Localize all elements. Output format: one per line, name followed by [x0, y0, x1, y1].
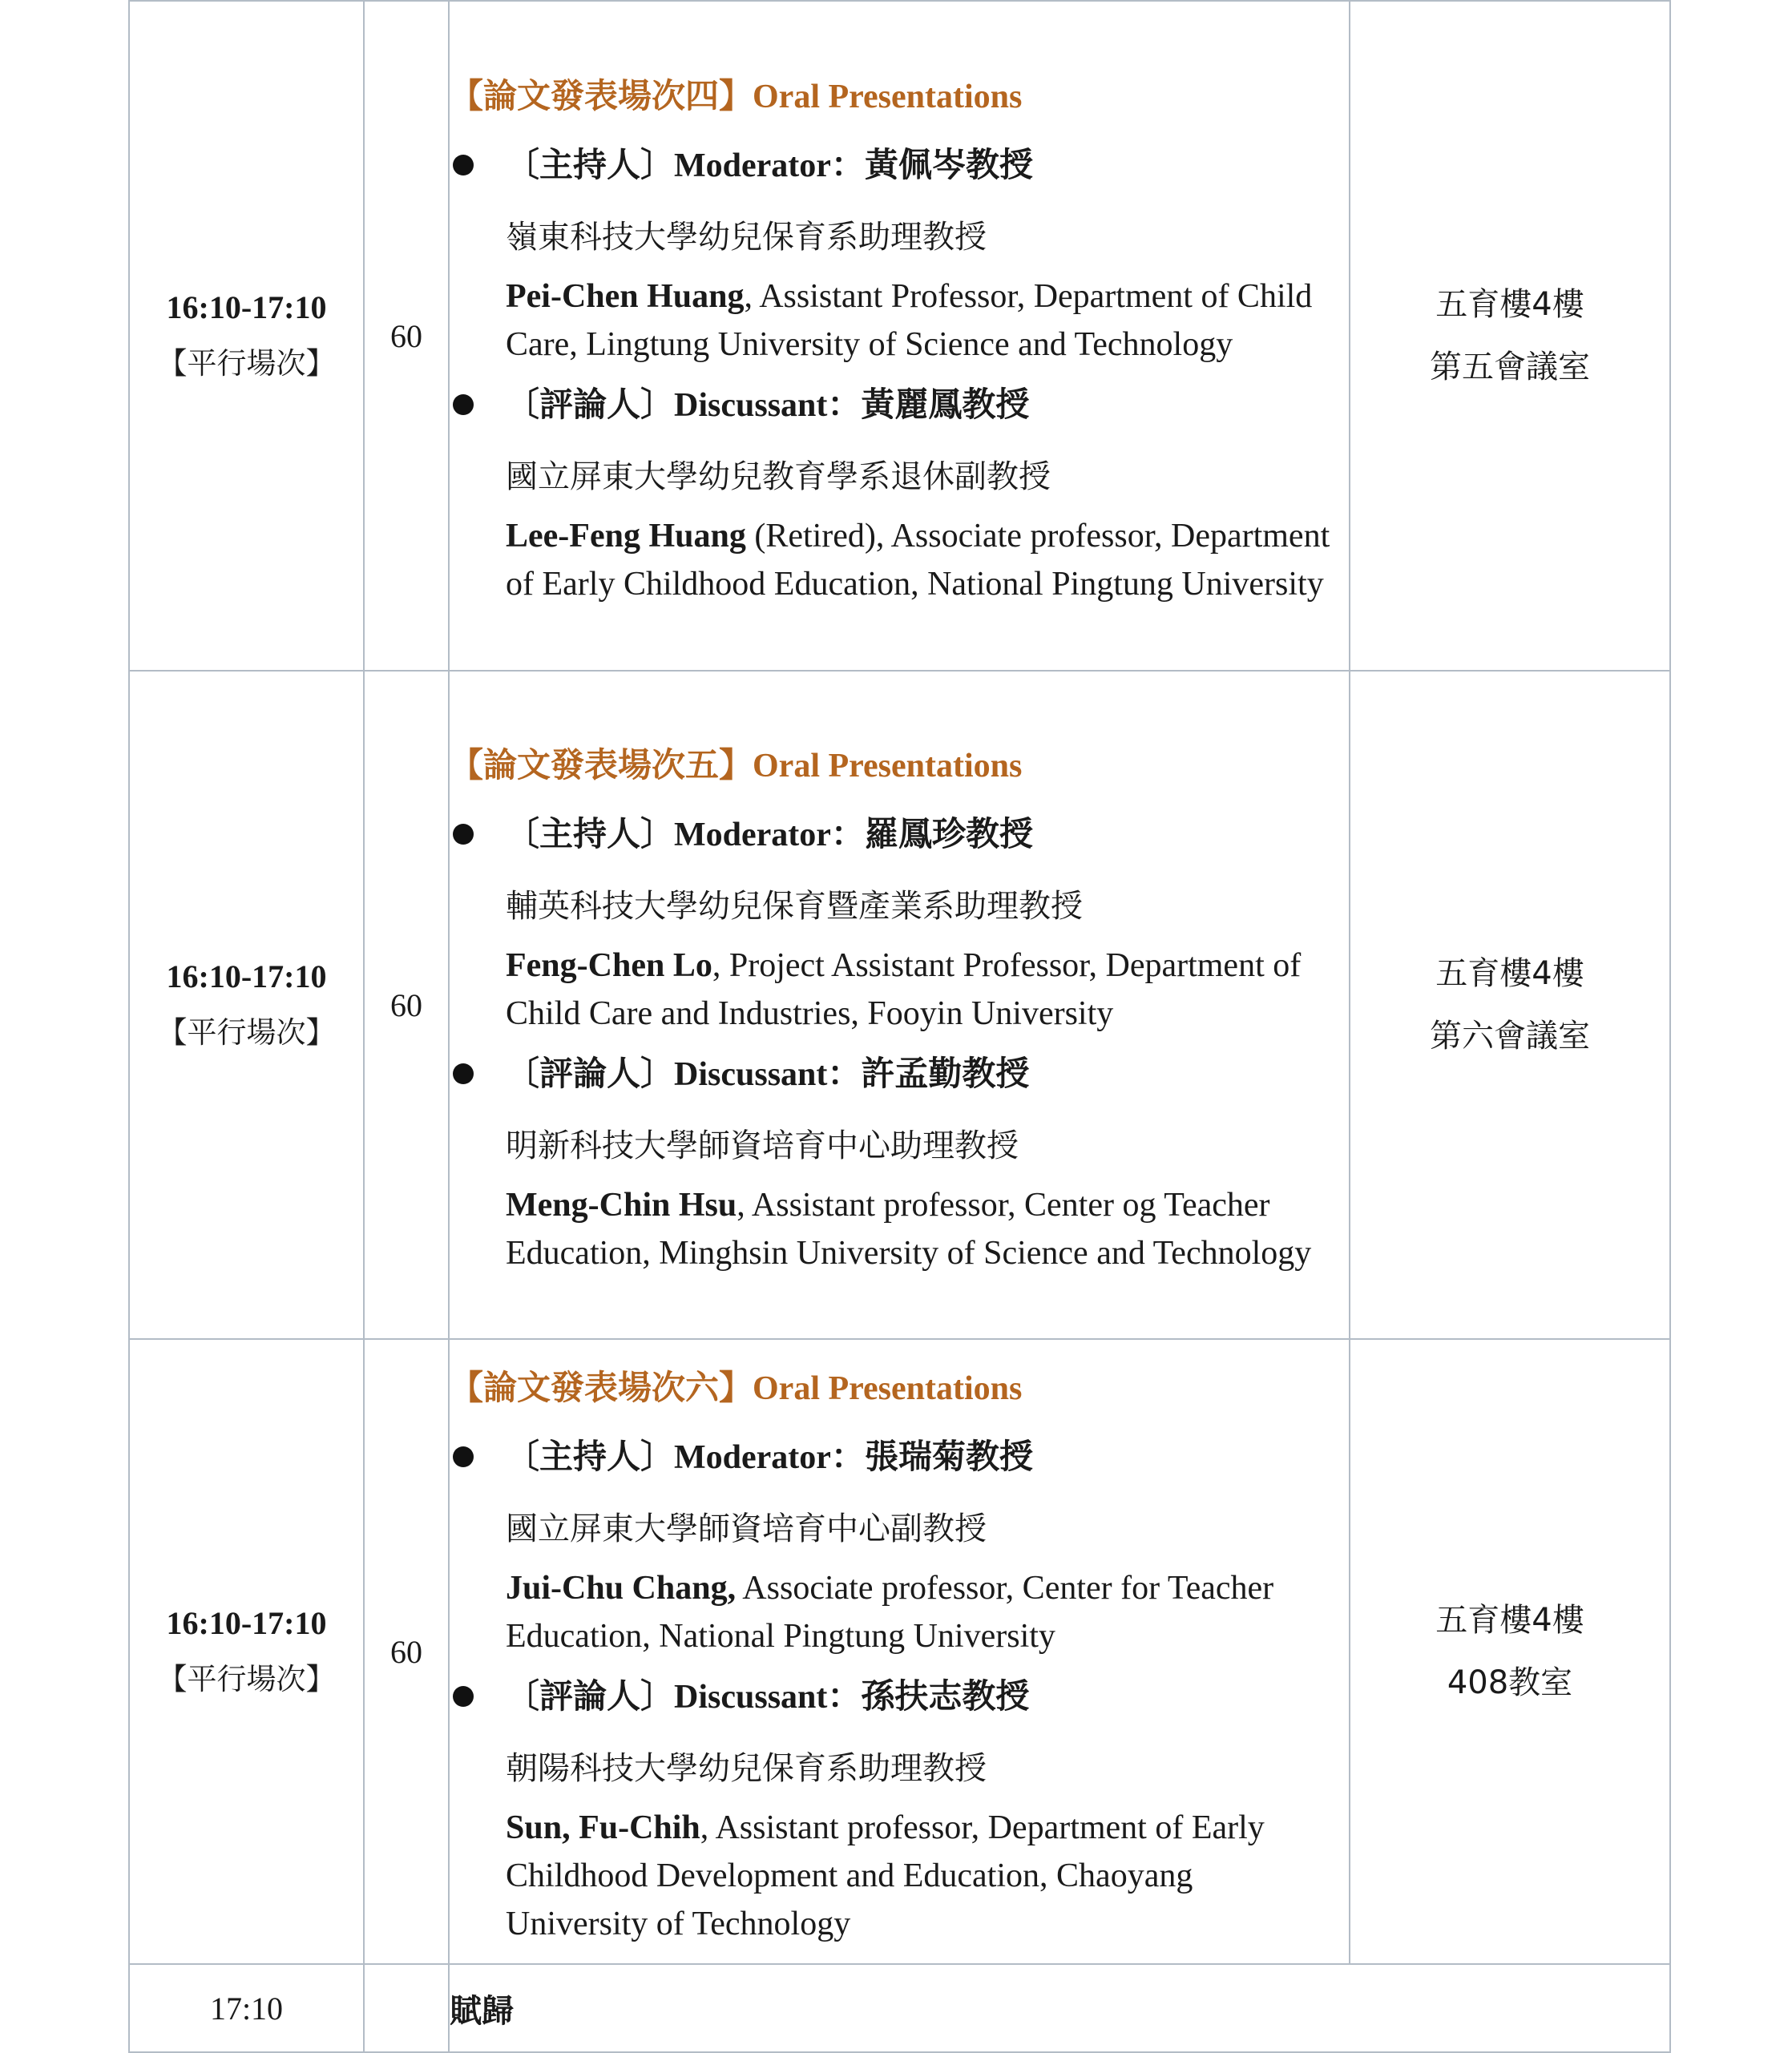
session-type: 【平行場次】	[157, 1662, 336, 1696]
moderator-name-en: Feng-Chen Lo	[506, 946, 712, 984]
bullet-icon	[453, 1446, 474, 1467]
discussant-affiliation-en	[450, 512, 1349, 608]
session-title-zh: 【論文發表場次五】	[450, 744, 753, 784]
discussant-line	[450, 1660, 1349, 1733]
time-cell	[129, 1, 364, 671]
moderator-affiliation-zh: 嶺東科技大學幼兒保育系助理教授	[506, 218, 987, 256]
moderator-affil-text-en: , Project Assistant Professor, Department of Child Care and Industries, Fooyin University	[506, 946, 1302, 1032]
room-building: 五育樓4樓	[1435, 955, 1584, 992]
session-title	[450, 1356, 1349, 1421]
moderator-affiliation-zh: 輔英科技大學幼兒保育暨產業系助理教授	[506, 887, 1083, 925]
moderator-affiliation-zh: 國立屏東大學師資培育中心副教授	[506, 1510, 987, 1547]
session-type: 【平行場次】	[157, 346, 336, 381]
room-name: 第五會議室	[1430, 349, 1590, 385]
session-title-en: Oral Presentations	[753, 1369, 1023, 1407]
bullet-icon	[453, 824, 474, 845]
closing-row	[129, 1964, 1670, 2052]
session-row	[129, 1339, 1670, 1964]
moderator-line	[450, 798, 1349, 871]
moderator-name-en: Pei-Chen Huang	[506, 277, 745, 315]
time-cell	[129, 671, 364, 1339]
discussant-role-zh: 〔評論人〕	[506, 1053, 675, 1093]
moderator-affiliation-en	[450, 272, 1349, 369]
moderator-name-zh: 黃佩岑教授	[864, 144, 1033, 184]
duration-cell: 60	[364, 1339, 449, 1964]
moderator-role-en: Moderator：	[674, 1438, 865, 1476]
moderator-affiliation-en	[450, 942, 1349, 1038]
moderator-name-zh: 張瑞菊教授	[864, 1436, 1033, 1476]
discussant-role-en: Discussant：	[674, 1678, 862, 1716]
discussant-line	[450, 1038, 1349, 1111]
duration-cell: 60	[364, 671, 449, 1339]
session-title	[450, 64, 1349, 129]
moderator-role-zh: 〔主持人〕	[506, 144, 675, 184]
bullet-icon	[453, 1686, 474, 1707]
bullet-icon	[453, 394, 474, 415]
discussant-name-en: Sun, Fu-Chih	[506, 1809, 700, 1846]
session-row	[129, 671, 1670, 1339]
room-cell	[1350, 1339, 1670, 1964]
discussant-name-en: Lee-Feng Huang	[506, 517, 746, 555]
bullet-icon	[453, 155, 474, 175]
moderator-role-en: Moderator：	[674, 147, 865, 184]
discussant-affiliation-en	[450, 1181, 1349, 1277]
discussant-name-zh: 許孟勤教授	[861, 1053, 1030, 1093]
discussant-name-en: Meng-Chin Hsu	[506, 1186, 737, 1224]
discussant-name-zh: 孫扶志教授	[861, 1676, 1030, 1716]
duration-cell: 60	[364, 1, 449, 671]
discussant-line	[450, 369, 1349, 442]
room-cell	[1350, 1, 1670, 671]
moderator-line	[450, 1421, 1349, 1494]
session-content	[449, 1339, 1350, 1964]
moderator-role-zh: 〔主持人〕	[506, 813, 675, 853]
discussant-affiliation-en	[450, 1804, 1349, 1948]
session-title-zh: 【論文發表場次六】	[450, 1367, 753, 1407]
discussant-affil-text-en: (Retired), Associate professor, Department of Early Childhood Education, National Pingtung University	[506, 517, 1330, 603]
room-cell	[1350, 671, 1670, 1339]
closing-time: 17:10	[129, 1964, 364, 2052]
moderator-name-zh: 羅鳳珍教授	[864, 813, 1033, 853]
session-content	[449, 1, 1350, 671]
session-time: 16:10-17:10	[166, 289, 327, 325]
session-title-en: Oral Presentations	[753, 747, 1023, 784]
session-time: 16:10-17:10	[166, 958, 327, 994]
discussant-affiliation-zh: 朝陽科技大學幼兒保育系助理教授	[506, 1749, 987, 1787]
session-title-en: Oral Presentations	[753, 78, 1023, 115]
discussant-affil-text-en: , Assistant professor, Department of Early Childhood Development and Education, Chaoyang University of Technology	[506, 1809, 1265, 1942]
moderator-line	[450, 129, 1349, 202]
room-name: 408教室	[1447, 1664, 1573, 1701]
discussant-name-zh: 黃麗鳳教授	[861, 384, 1030, 424]
room-building: 五育樓4樓	[1435, 286, 1584, 323]
discussant-role-zh: 〔評論人〕	[506, 384, 675, 424]
closing-text: 賦歸	[449, 1964, 1670, 2052]
session-row	[129, 1, 1670, 671]
session-content	[449, 671, 1350, 1339]
moderator-role-en: Moderator：	[674, 816, 865, 853]
discussant-affiliation-zh: 明新科技大學師資培育中心助理教授	[506, 1127, 1019, 1164]
room-building: 五育樓4樓	[1435, 1602, 1584, 1639]
moderator-affil-text-en: , Assistant Professor, Department of Child Care, Lingtung University of Science and Technology	[506, 277, 1313, 363]
discussant-affil-text-en: , Assistant professor, Center og Teacher Education, Minghsin University of Science and Technology	[506, 1186, 1312, 1272]
moderator-affil-text-en: Associate professor, Center for Teacher Education, National Pingtung University	[506, 1569, 1274, 1655]
moderator-name-en: Jui-Chu Chang,	[506, 1569, 737, 1607]
session-time: 16:10-17:10	[166, 1605, 327, 1641]
session-type: 【平行場次】	[157, 1015, 336, 1050]
session-title	[450, 733, 1349, 798]
moderator-affiliation-en	[450, 1564, 1349, 1660]
session-title-zh: 【論文發表場次四】	[450, 75, 753, 115]
time-cell	[129, 1339, 364, 1964]
room-name: 第六會議室	[1430, 1018, 1590, 1055]
discussant-role-zh: 〔評論人〕	[506, 1676, 675, 1716]
agenda-table	[128, 0, 1671, 2053]
discussant-affiliation-zh: 國立屏東大學幼兒教育學系退休副教授	[506, 458, 1051, 495]
discussant-role-en: Discussant：	[674, 386, 862, 424]
bullet-icon	[453, 1063, 474, 1084]
moderator-role-zh: 〔主持人〕	[506, 1436, 675, 1476]
discussant-role-en: Discussant：	[674, 1055, 862, 1093]
closing-duration-cell	[364, 1964, 449, 2052]
